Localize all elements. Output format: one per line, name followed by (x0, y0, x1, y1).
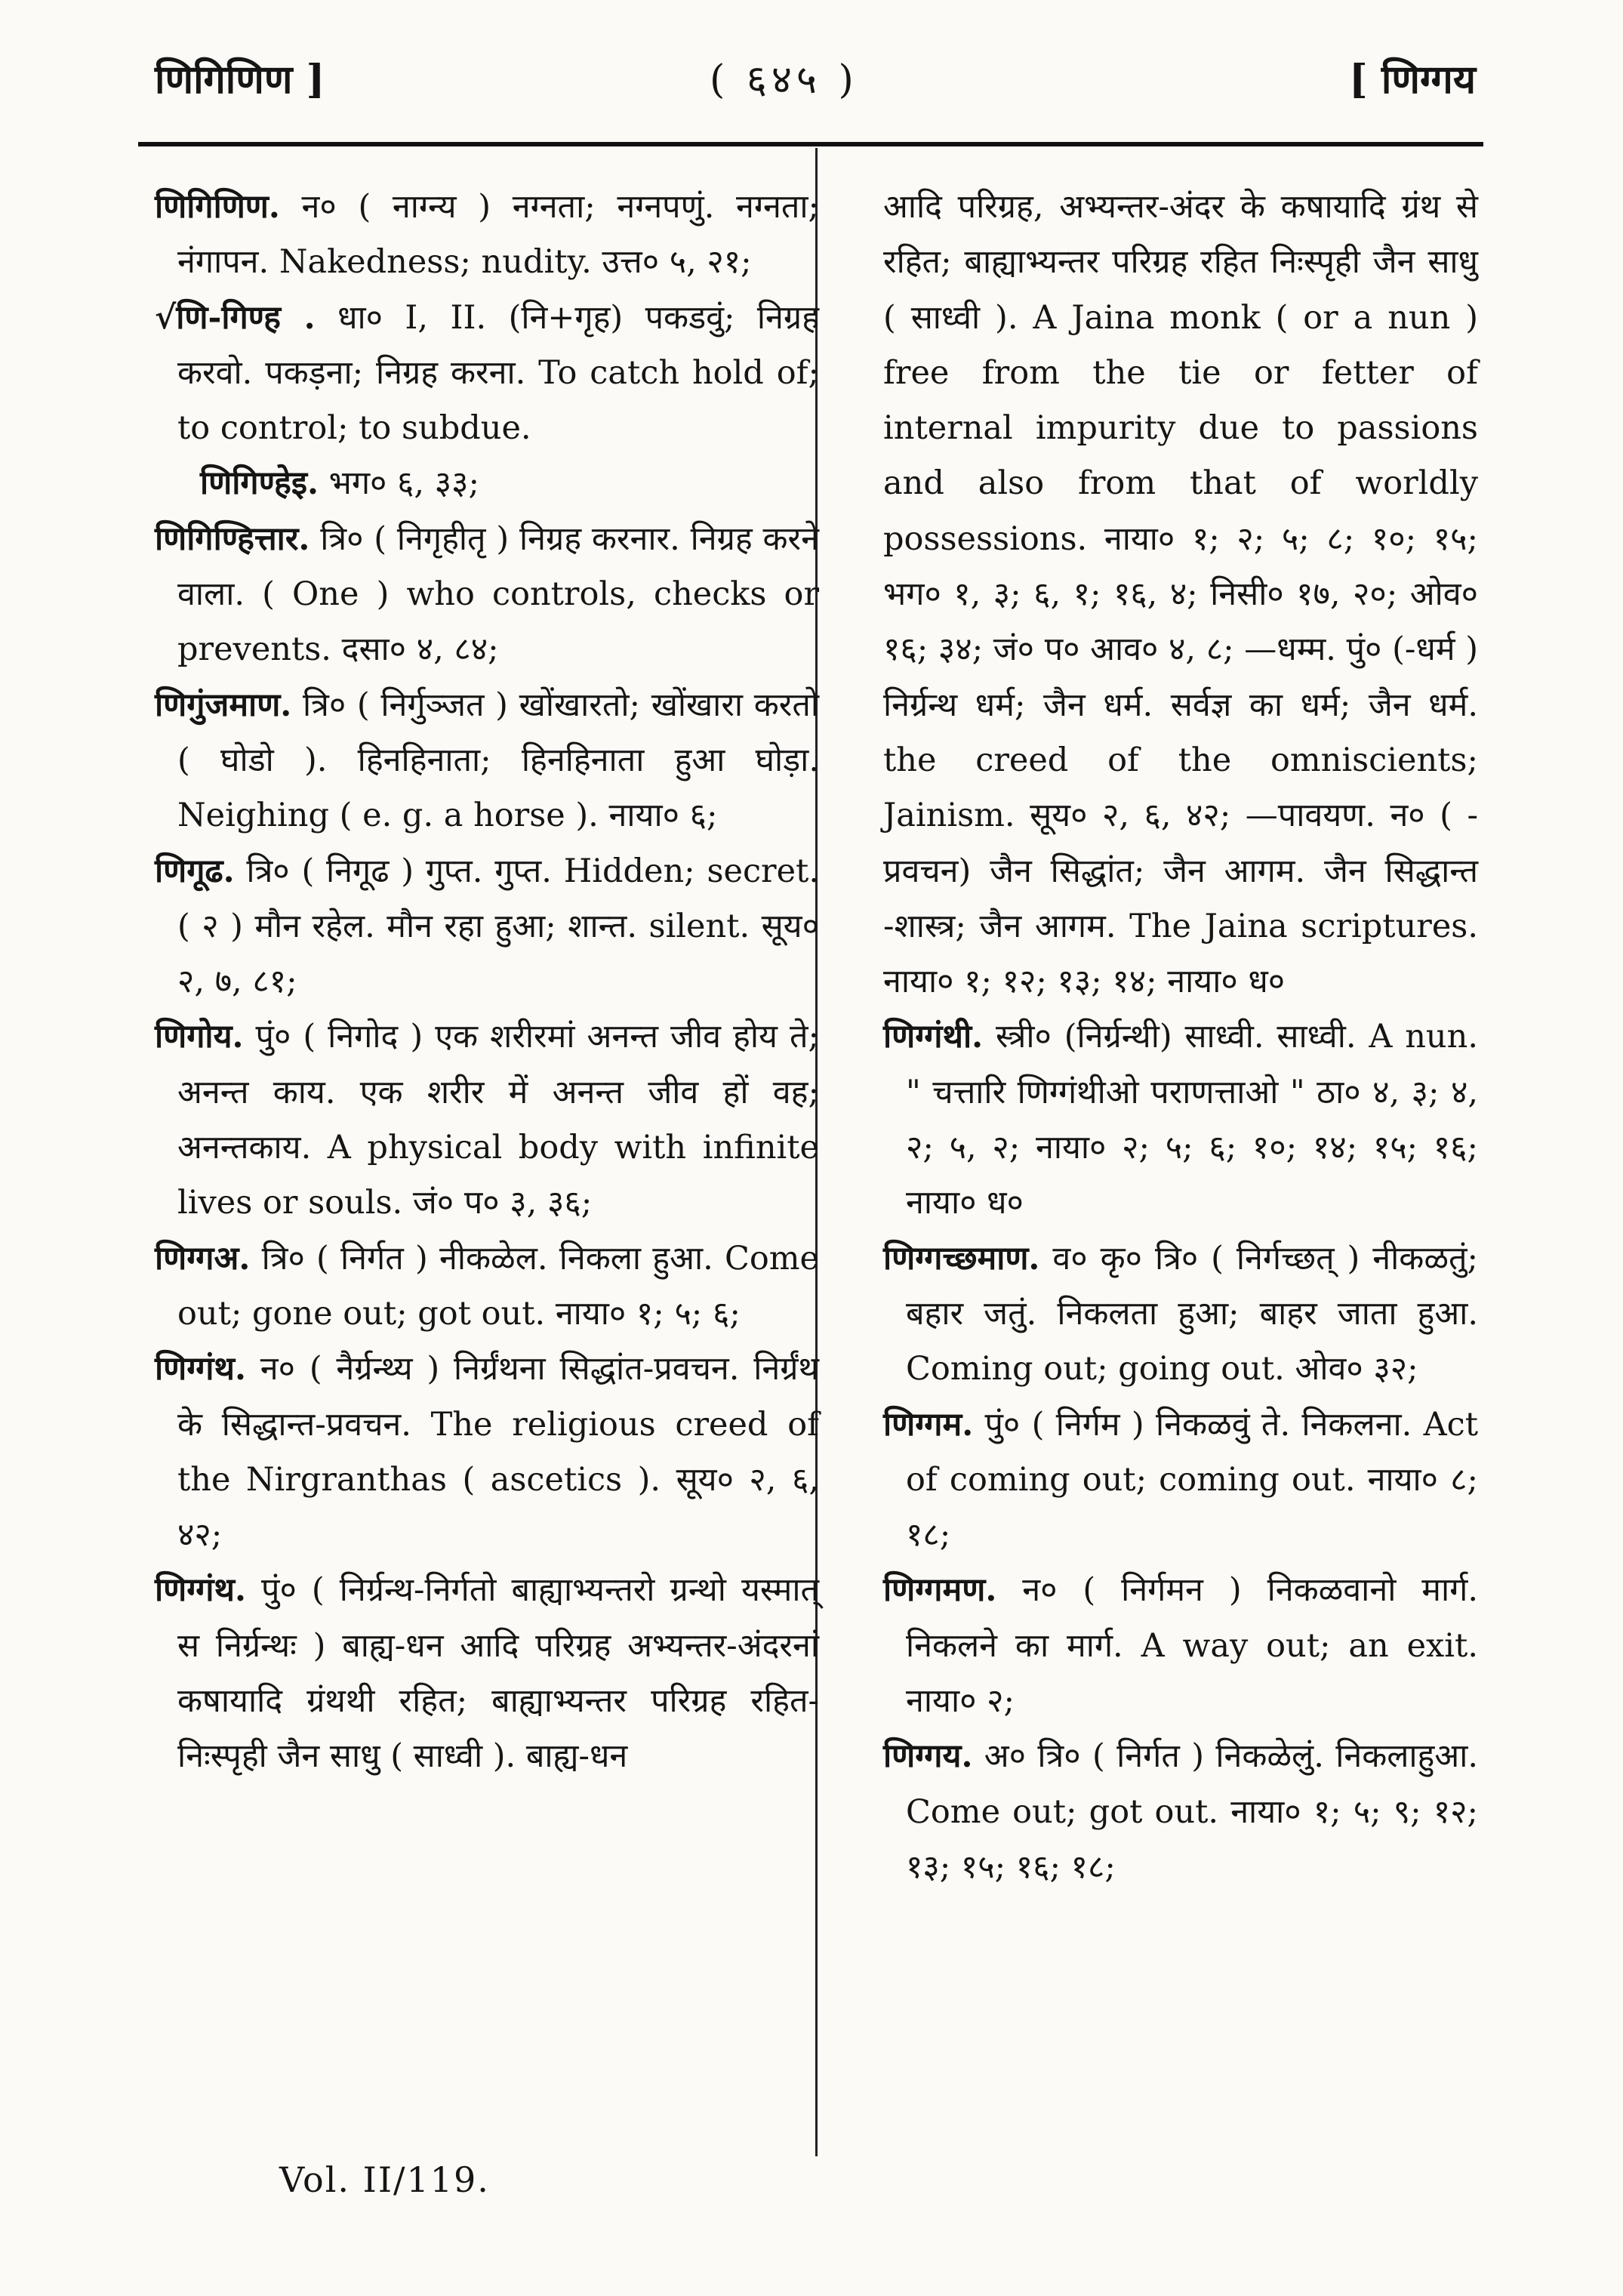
entry-headword: णिग्गय. (883, 1737, 973, 1776)
entry-body: पुं० ( निगोद ) एक शरीरमां अनन्त जीव होय ते; अनन्त काय. एक शरीर में अनन्त जीव हों वह; अनन्तकाय. A physical body with infinite lives or souls. जं० प० ३, ३६; (177, 1018, 819, 1222)
entry-body: त्रि० ( निगृहीतृ ) निग्रह करनार. निग्रह करने वाला. ( One ) who controls, checks or prevents. दसा० ४, ८४; (177, 519, 819, 669)
entry-body: त्रि० ( निर्गुञ्जत ) खोंखारतो; खोंखारा करतो ( घोडो ). हिनहिनाता; हिनहिनाता हुआ घोड़ा. Neighing ( e. g. a horse ). नाया० ६; (177, 686, 819, 835)
dictionary-entry (155, 844, 819, 1010)
entry-body: अ० त्रि० ( निर्गत ) निकळेलुं. निकलाहुआ. Come out; got out. नाया० १; ५; ९; १२; १३; १५; १६; १८; (906, 1737, 1478, 1886)
entry-headword: णिगूढ. (155, 852, 235, 890)
entry-body: पुं० ( निर्गम ) निकळवुं ते. निकलना. Act of coming out; coming out. नाया० ८; १८; (906, 1405, 1478, 1555)
header-rule (138, 142, 1483, 146)
entry-headword: णिग्गंथ. (155, 1571, 246, 1610)
dictionary-entry (883, 1009, 1478, 1231)
dictionary-entry (155, 512, 819, 678)
header-right-guideword: [ णिग्गय (1349, 57, 1476, 103)
entry-body: त्रि० ( निगूढ ) गुप्त. गुप्त. Hidden; secret. ( २ ) मौन रहेल. मौन रहा हुआ; शान्त. silent. सूय० २, ७, ८१; (177, 852, 819, 1001)
right-column (883, 180, 1478, 1895)
entry-headword: णिगिणिण. (155, 188, 280, 226)
entry-headword: णिग्गंथ. (155, 1350, 246, 1388)
header-left-guideword: णिगिणिण ] (155, 57, 325, 103)
entry-headword: णिगुंजमाण. (155, 686, 292, 724)
dictionary-entry (155, 180, 819, 291)
entry-body: भग० ६, ३३; (318, 464, 479, 503)
dictionary-subentry (155, 456, 819, 511)
volume-footer: Vol. II/119. (279, 2159, 490, 2200)
dictionary-entry-continuation (883, 180, 1478, 1009)
entry-body: न० ( नैर्ग्रन्थ्य ) निर्ग्रंथना सिद्धांत-प्रवचन. निर्ग्रंथ के सिद्धान्त-प्रवचन. The religious creed of the Nirgranthas ( ascetics ). सूय० २, ६, ४२; (177, 1350, 819, 1555)
dictionary-entry (155, 291, 819, 457)
dictionary-entry (155, 678, 819, 844)
dictionary-entry (155, 1231, 819, 1342)
dictionary-entry (155, 1009, 819, 1231)
dictionary-entry (883, 1231, 1478, 1398)
entry-headword: णिगिण्हित्तार. (155, 519, 310, 558)
entry-headword: √णि-गिण्ह . (155, 298, 316, 337)
dictionary-entry (155, 1342, 819, 1563)
dictionary-entry (883, 1563, 1478, 1729)
entry-body: त्रि० ( निर्गत ) नीकळेल. निकला हुआ. Come out; gone out; got out. नाया० १; ५; ६; (177, 1239, 819, 1333)
entry-headword: णिग्गच्छमाण. (883, 1239, 1040, 1277)
entry-body: न० ( नाग्न्य ) नग्नता; नग्नपणुं. नग्नता; नंगापन. Nakedness; nudity. उत्त० ५, २१; (177, 188, 819, 282)
dictionary-entry (883, 1398, 1478, 1564)
page-header (0, 44, 1623, 112)
entry-headword: णिगिण्हेइ. (200, 464, 319, 503)
entry-headword: णिग्गम. (883, 1405, 974, 1444)
entry-headword: णिग्गंथी. (883, 1018, 984, 1056)
dictionary-entry (883, 1729, 1478, 1895)
entry-headword: णिग्गमण. (883, 1571, 997, 1610)
entry-body: धा० I, II. (नि+गृह) पकडवुं; निग्रह करवो. पकड़ना; निग्रह करना. To catch hold of; to control; to subdue. (177, 298, 819, 448)
page-number: ( ६४५ ) (710, 57, 858, 103)
entry-body: व० कृ० त्रि० ( निर्गच्छत् ) नीकळतुं; बहार जतुं. निकलता हुआ; बाहर जाता हुआ. Coming out; going out. ओव० ३२; (906, 1239, 1478, 1388)
entry-body: आदि परिग्रह, अभ्यन्तर-अंदर के कषायादि ग्रंथ से रहित; बाह्याभ्यन्तर परिग्रह रहित निःस्पृही जैन साधु ( साध्वी ). A Jaina monk ( or a nun ) free from the tie or fetter of internal impurity due to passions and also from that of worldly possessions. नाया० १; २; ५; ८; १०; १५; भग० १, ३; ६, १; १६, ४; निसी० १७, २०; ओव० १६; ३४; जं० प० आव० ४, ८; —धम्म. पुं० (-धर्म ) निर्ग्रन्थ धर्म; जैन धर्म. सर्वज्ञ का धर्म; जैन धर्म. the creed of the omniscients; Jainism. सूय० २, ६, ४२; —पावयण. न० ( -प्रवचन) जैन सिद्धांत; जैन आगम. जैन सिद्धान्त -शास्त्र; जैन आगम. The Jaina scriptures. नाया० १; १२; १३; १४; नाया० ध० (883, 188, 1478, 1001)
entry-headword: णिग्गअ. (155, 1239, 251, 1277)
entry-body: पुं० ( निर्ग्रन्थ-निर्गतो बाह्याभ्यन्तरो ग्रन्थो यस्मात् स निर्ग्रन्थः ) बाह्य-धन आदि परिग्रह अभ्यन्तर-अंदरनां कषायादि ग्रंथथी रहित; बाह्याभ्यन्तर परिग्रह रहित-निःस्पृही जैन साधु ( साध्वी ). बाह्य-धन (177, 1571, 819, 1776)
entry-body: स्त्री० (निर्ग्रन्थी) साध्वी. साध्वी. A nun. " चत्तारि णिग्गंथीओ पराणत्ताओ " ठा० ४, ३; ४, २; ५, २; नाया० २; ५; ६; १०; १४; १५; १६; नाया० ध० (906, 1018, 1478, 1222)
dictionary-entry (155, 1563, 819, 1784)
left-column (155, 180, 819, 1785)
entry-headword: णिगोय. (155, 1018, 244, 1056)
entry-body: न० ( निर्गमन ) निकळवानो मार्ग. निकलने का मार्ग. A way out; an exit. नाया० २; (906, 1571, 1478, 1721)
